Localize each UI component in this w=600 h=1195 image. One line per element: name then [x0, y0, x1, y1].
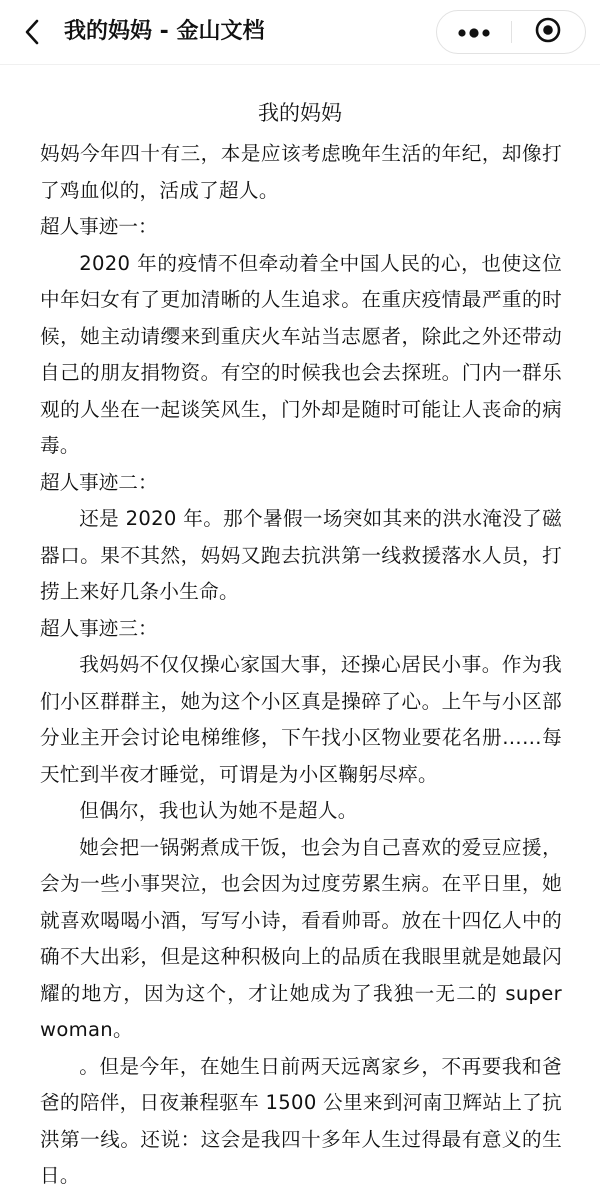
more-button[interactable]	[437, 11, 511, 53]
section-paragraph-1: 2020 年的疫情不但牵动着全中国人民的心，也使这位中年妇女有了更加清晰的人生追求。在重庆疫情最严重的时候，她主动请缨来到重庆火车站当志愿者，除此之外还带动自己的朋友捐物资。有空的时候我也会去探班。门内一群乐观的人坐在一起谈笑风生，门外却是随时可能让人丧命的病毒。	[40, 251, 562, 457]
paragraph-but: 但偶尔，我也认为她不是超人。	[79, 799, 358, 822]
target-circle-icon	[534, 16, 562, 48]
intro-paragraph: 妈妈今年四十有三，本是应该考虑晚年生活的年纪，却像打了鸡血似的，活成了超人。	[40, 142, 562, 202]
section-heading-1: 超人事迹一：	[40, 215, 158, 238]
section-paragraph-2: 还是 2020 年。那个暑假一场突如其来的洪水淹没了磁器口。果不其然，妈妈又跑去抗洪第一线救援落水人员，打捞上来好几条小生命。	[40, 507, 562, 603]
close-button[interactable]	[512, 11, 586, 53]
navigation-bar	[0, 0, 600, 65]
back-button[interactable]	[14, 14, 50, 50]
section-paragraph-3: 我妈妈不仅仅操心家国大事，还操心居民小事。作为我们小区群群主，她为这个小区真是操碎了心。上午与小区部分业主开会讨论电梯维修，下午找小区物业要花名册……每天忙到半夜才睡觉，可谓是为小区鞠躬尽瘁。	[40, 653, 562, 786]
document-title: 我的妈妈	[258, 101, 342, 125]
document-body	[0, 96, 600, 1195]
paragraph-human-side: 她会把一锅粥煮成干饭，也会为自己喜欢的爱豆应援，会为一些小事哭泣，也会因为过度劳累生病。在平日里，她就喜欢喝喝小酒，写写小诗，看看帅哥。放在十四亿人中的确不大出彩，但是这种积极向上的品质在我眼里就是她最闪耀的地方，因为这个，才让她成为了我独一无二的 super woman。	[40, 835, 562, 1041]
section-heading-2: 超人事迹二：	[40, 470, 158, 494]
document-content	[0, 136, 600, 1195]
page-title: 我的妈妈 - 金山文档	[64, 19, 265, 44]
mini-program-capsule	[436, 10, 586, 54]
section-heading-3: 超人事迹三：	[40, 616, 158, 640]
more-dots-icon	[457, 23, 491, 42]
paragraph-final: 。但是今年，在她生日前两天远离家乡，不再要我和爸爸的陪伴，日夜兼程驱车 1500 公里来到河南卫辉站上了抗洪第一线。还说：这会是我四十多年人生过得最有意义的生日。	[40, 1054, 562, 1187]
chevron-left-icon	[24, 19, 40, 45]
